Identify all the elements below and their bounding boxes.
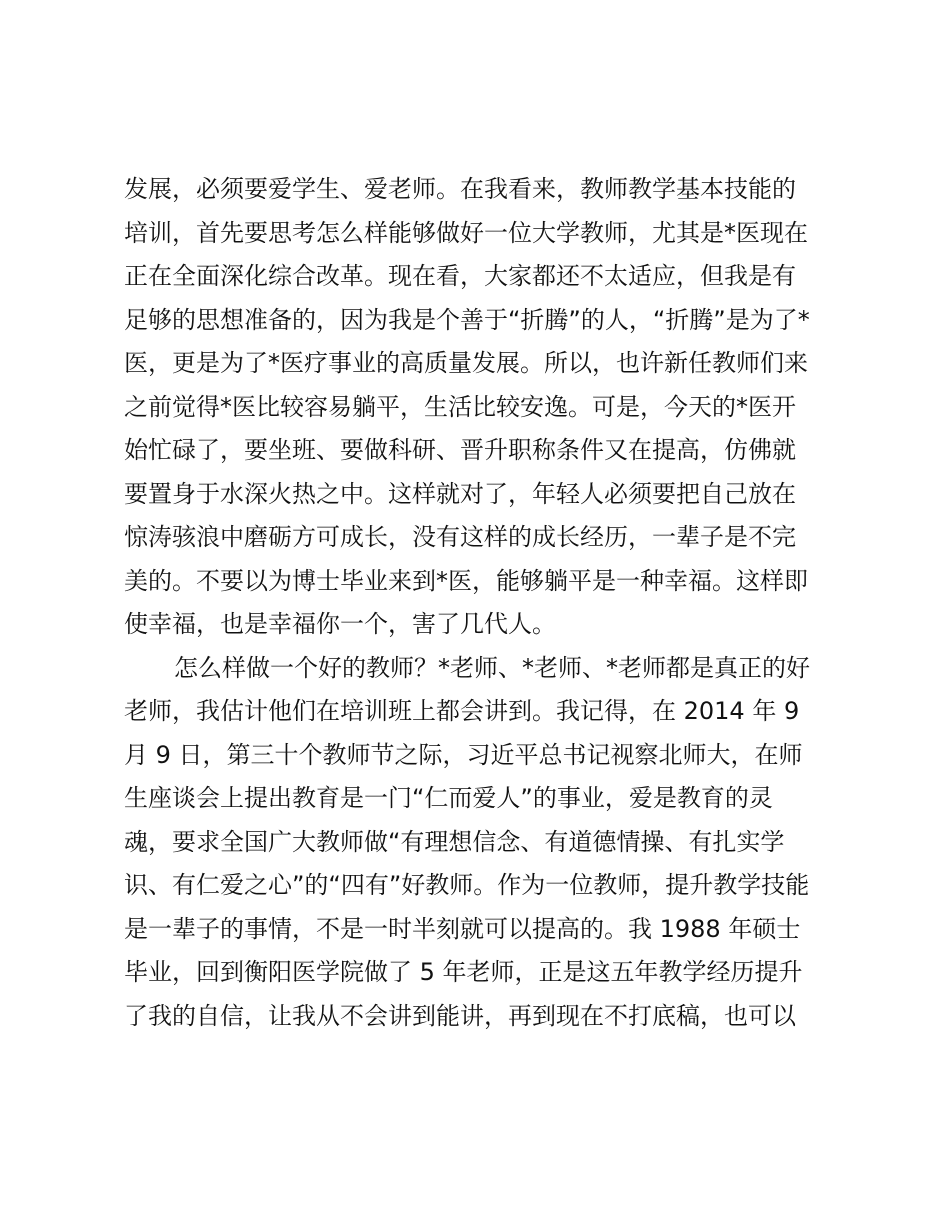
text-line: 是一辈子的事情，不是一时半刻就可以提高的。我 1988 年硕士 — [124, 914, 801, 943]
text-line: 美的。不要以为博士毕业来到*医，能够躺平是一种幸福。这样即 — [124, 566, 808, 595]
text-line: 正在全面深化综合改革。现在看，大家都还不太适应，但我是有 — [124, 262, 796, 290]
text-line: 要置身于水深火热之中。这样就对了，年轻人必须要把自己放在 — [124, 479, 796, 508]
text-line: 老师，我估计他们在培训班上都会讲到。我记得，在 2014 年 9 — [124, 697, 800, 725]
document-body — [124, 168, 844, 1038]
text-line: 发展，必须要爱学生、爱老师。在我看来，教师教学基本技能的 — [124, 175, 796, 203]
text-line: 惊涛骇浪中磨砺方可成长，没有这样的成长经历，一辈子是不完 — [124, 523, 796, 551]
text-line: 使幸福，也是幸福你一个，害了几代人。 — [124, 610, 556, 638]
text-line: 医，更是为了*医疗事业的高质量发展。所以，也许新任教师们来 — [124, 349, 808, 377]
text-line: 培训，首先要思考怎么样能够做好一位大学教师，尤其是*医现在 — [124, 218, 808, 247]
text-line: 识、有仁爱之心”的“四有”好教师。作为一位教师，提升教学技能 — [124, 871, 810, 899]
paragraph-start-line: 怎么样做一个好的教师？*老师、*老师、*老师都是真正的好 — [174, 653, 810, 682]
text-line: 毕业，回到衡阳医学院做了 5 年老师，正是这五年教学经历提升 — [124, 958, 803, 986]
text-line: 生座谈会上提出教育是一门“仁而爱人”的事业，爱是教育的灵 — [124, 784, 773, 812]
text-line: 足够的思想准备的，因为我是个善于“折腾”的人，“折腾”是为了* — [124, 305, 810, 334]
text-line: 了我的自信，让我从不会讲到能讲，再到现在不打底稿，也可以 — [124, 1001, 796, 1030]
text-line: 魂，要求全国广大教师做“有理想信念、有道德情操、有扎实学 — [124, 827, 785, 856]
text-line: 始忙碌了，要坐班、要做科研、晋升职称条件又在提高，仿佛就 — [124, 436, 796, 464]
text-line: 之前觉得*医比较容易躺平，生活比较安逸。可是，今天的*医开 — [124, 392, 796, 421]
text-line: 月 9 日，第三十个教师节之际，习近平总书记视察北师大，在师 — [124, 740, 803, 769]
